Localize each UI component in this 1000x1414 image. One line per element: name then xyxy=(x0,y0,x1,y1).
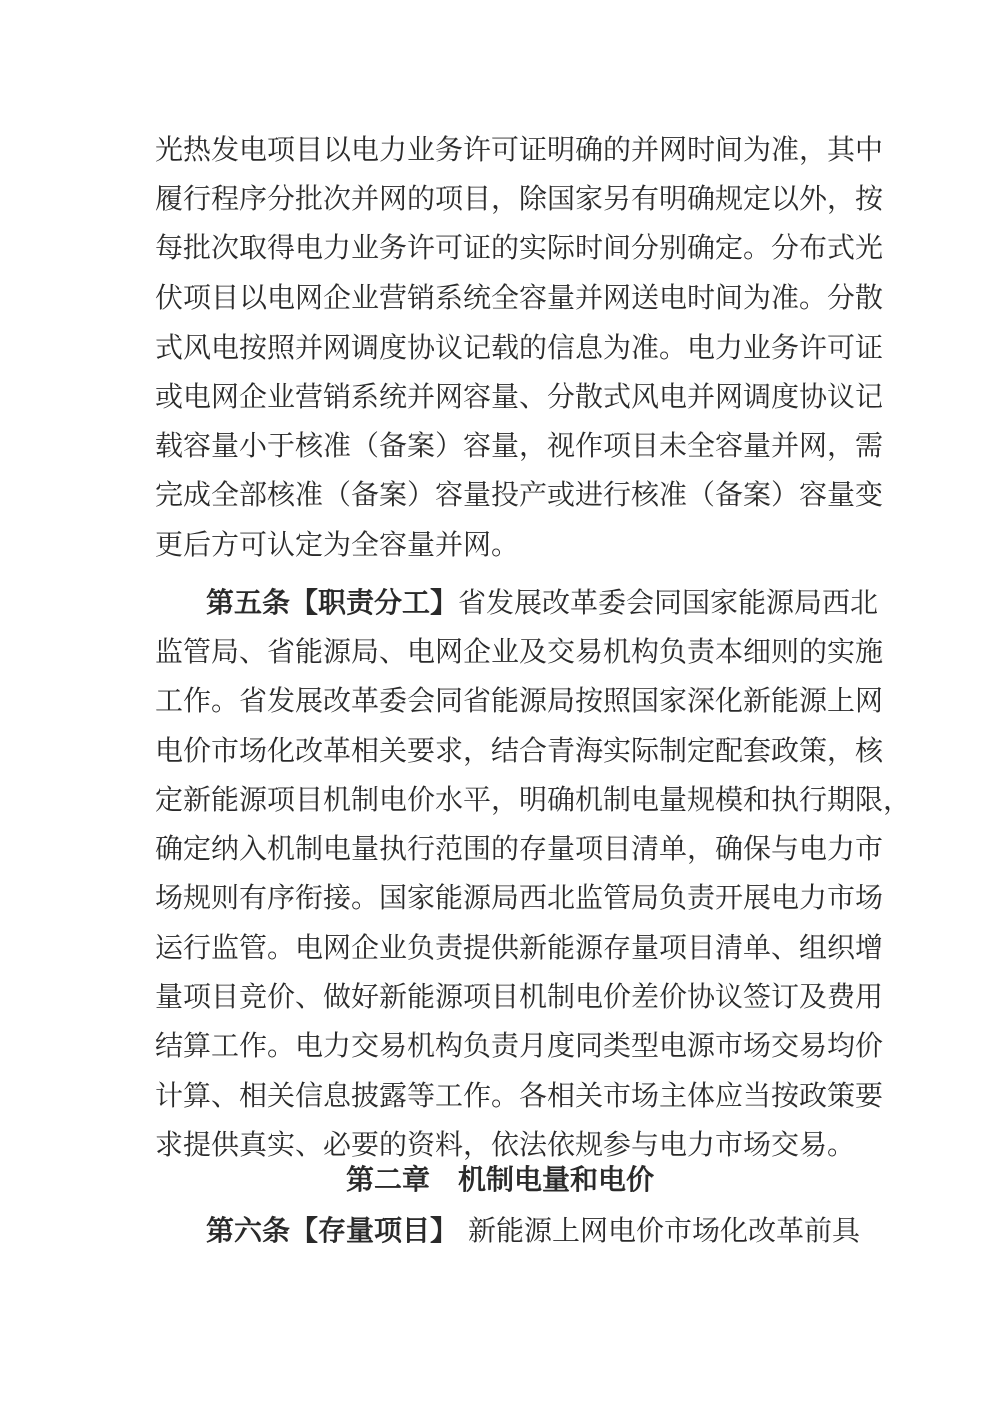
article-6-label: 第六条【存量项目】 xyxy=(206,1214,459,1247)
paragraph-line: 履行程序分批次并网的项目，除国家另有明确规定以外，按 xyxy=(155,182,884,215)
paragraph-line: 每批次取得电力业务许可证的实际时间分别确定。分布式光 xyxy=(155,231,884,264)
article-5-first-line xyxy=(206,585,879,621)
article-5-line: 场规则有序衔接。国家能源局西北监管局负责开展电力市场 xyxy=(155,881,884,914)
article-5-line: 结算工作。电力交易机构负责月度同类型电源市场交易均价 xyxy=(155,1029,884,1062)
article-5-line: 运行监管。电网企业负责提供新能源存量项目清单、组织增 xyxy=(155,931,884,964)
article-5-line: 定新能源项目机制电价水平，明确机制电量规模和执行期限， xyxy=(155,783,912,816)
paragraph-line: 式风电按照并网调度协议记载的信息为准。电力业务许可证 xyxy=(155,331,884,364)
article-6-first-line xyxy=(206,1213,861,1249)
paragraph-line: 或电网企业营销系统并网容量、分散式风电并网调度协议记 xyxy=(155,380,884,413)
article-5-line: 确定纳入机制电量执行范围的存量项目清单，确保与电力市 xyxy=(155,832,884,865)
paragraph-line: 完成全部核准（备案）容量投产或进行核准（备案）容量变 xyxy=(155,478,884,511)
article-5-line: 工作。省发展改革委会同省能源局按照国家深化新能源上网 xyxy=(155,684,884,717)
chapter-heading: 第二章 机制电量和电价 xyxy=(345,1163,654,1196)
paragraph-line: 更后方可认定为全容量并网。 xyxy=(155,528,520,561)
article-5-first-text: 省发展改革委会同国家能源局西北 xyxy=(458,586,879,619)
paragraph-line: 光热发电项目以电力业务许可证明确的并网时间为准，其中 xyxy=(155,133,884,166)
article-5-label: 第五条【职责分工】 xyxy=(206,586,459,619)
article-5-line: 求提供真实、必要的资料，依法依规参与电力市场交易。 xyxy=(155,1128,856,1161)
article-5-line: 计算、相关信息披露等工作。各相关市场主体应当按政策要 xyxy=(155,1079,884,1112)
paragraph-line: 载容量小于核准（备案）容量，视作项目未全容量并网，需 xyxy=(155,429,884,462)
article-5-line: 量项目竞价、做好新能源项目机制电价差价协议签订及费用 xyxy=(155,980,884,1013)
article-5-line: 电价市场化改革相关要求，结合青海实际制定配套政策，核 xyxy=(155,734,884,767)
paragraph-line: 伏项目以电网企业营销系统全容量并网送电时间为准。分散 xyxy=(155,281,884,314)
article-6-first-text: 新能源上网电价市场化改革前具 xyxy=(468,1214,861,1247)
article-5-line: 监管局、省能源局、电网企业及交易机构负责本细则的实施 xyxy=(155,635,884,668)
